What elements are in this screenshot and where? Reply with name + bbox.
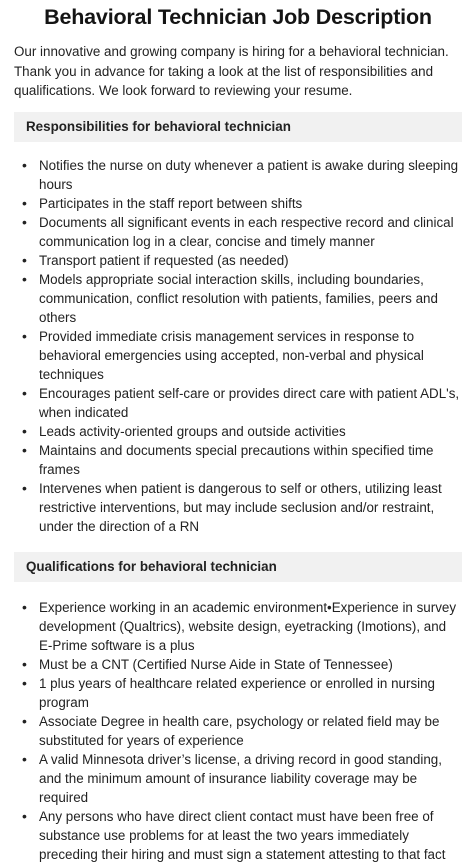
responsibilities-heading: Responsibilities for behavioral technician (14, 112, 462, 142)
qualifications-section (14, 552, 462, 864)
list-item: • Must be a CNT (Certified Nurse Aide in State of Tennessee) (14, 655, 462, 674)
list-item: • Models appropriate social interaction skills, including boundaries, communication, conflict resolution with patients, families, peers and others (14, 270, 462, 327)
list-item: • 1 plus years of healthcare related experience or enrolled in nursing program (14, 674, 462, 712)
list-item: • Intervenes when patient is dangerous to self or others, utilizing least restrictive interventions, but may include seclusion and/or restraint, under the direction of a RN (14, 479, 462, 536)
list-item: • Leads activity-oriented groups and outside activities (14, 422, 462, 441)
list-item: • Participates in the staff report between shifts (14, 194, 462, 213)
list-item: • Encourages patient self-care or provides direct care with patient ADL's, when indicated (14, 384, 462, 422)
page-title: Behavioral Technician Job Description (44, 5, 432, 29)
list-item: • Provided immediate crisis management services in response to behavioral emergencies using accepted, non-verbal and physical techniques (14, 327, 462, 384)
list-item: • Associate Degree in health care, psychology or related field may be substituted for years of experience (14, 712, 462, 750)
list-item: • Notifies the nurse on duty whenever a patient is awake during sleeping hours (14, 156, 462, 194)
list-item: • A valid Minnesota driver’s license, a driving record in good standing, and the minimum amount of insurance liability coverage may be required (14, 750, 462, 807)
list-item: • Transport patient if requested (as needed) (14, 251, 462, 270)
list-item: • Maintains and documents special precautions within specified time frames (14, 441, 462, 479)
responsibilities-list (14, 156, 462, 536)
qualifications-list (14, 598, 462, 864)
responsibilities-section (14, 112, 462, 536)
list-item: • Documents all significant events in each respective record and clinical communication log in a clear, concise and timely manner (14, 213, 462, 251)
list-item: • Experience working in an academic environment•Experience in survey development (Qualtrics), website design, eyetracking (Imotions), and E-Prime software is a plus (14, 598, 462, 655)
intro-paragraph: Our innovative and growing company is hiring for a behavioral technician. Thank you in advance for taking a look at the list of responsibilities and qualifications. We look forward to reviewing your resume. (14, 44, 449, 98)
qualifications-heading: Qualifications for behavioral technician (14, 552, 462, 582)
list-item: • Any persons who have direct client contact must have been free of substance use problems for at least the two years immediately preceding their hiring and must sign a statement attesting to that fact (14, 807, 462, 864)
